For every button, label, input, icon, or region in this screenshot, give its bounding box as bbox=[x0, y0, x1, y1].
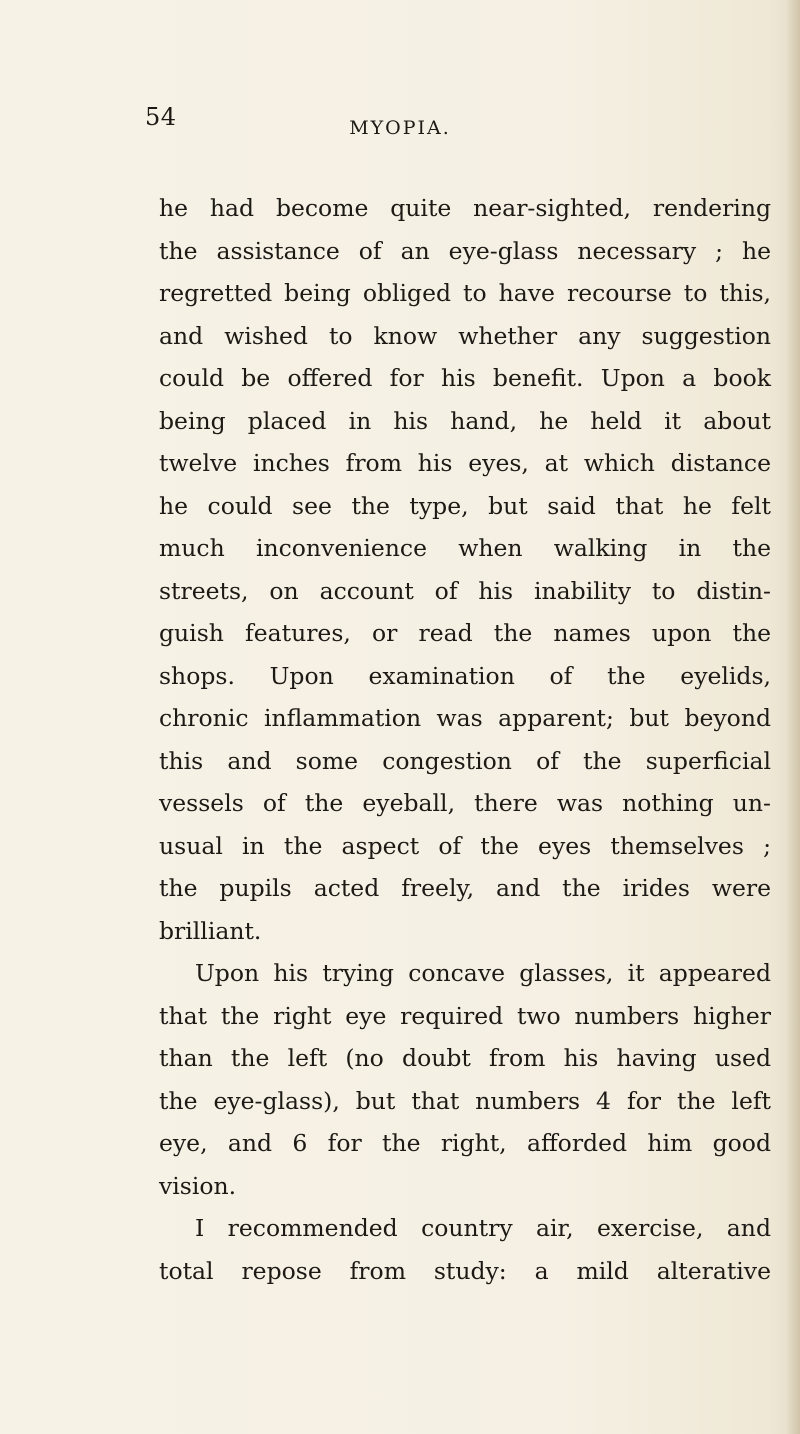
running-title: MYOPIA. bbox=[349, 117, 451, 139]
text-line: twelve inches from his eyes, at which distance bbox=[159, 449, 771, 477]
text-line: guish features, or read the names upon the bbox=[159, 619, 771, 647]
text-line: this and some congestion of the superficial bbox=[159, 746, 771, 775]
text-line: usual in the aspect of the eyes themselves ; bbox=[159, 831, 771, 860]
text-line: that the right eye required two numbers higher bbox=[159, 1001, 771, 1030]
text-line: the eye-glass), but that numbers 4 for the left bbox=[159, 1086, 771, 1115]
text-line: the pupils acted freely, and the irides were bbox=[159, 874, 771, 902]
text-line: he could see the type, but said that he felt bbox=[159, 491, 771, 520]
text-line: brilliant. bbox=[159, 916, 262, 945]
text-line: he had become quite near-sighted, rendering bbox=[159, 194, 771, 222]
text-line: total repose from study: a mild alterative bbox=[159, 1256, 771, 1285]
text-line: being placed in his hand, he held it about bbox=[159, 406, 771, 435]
text-line: the assistance of an eye-glass necessary ; he bbox=[159, 236, 771, 265]
text-line: vision. bbox=[159, 1171, 237, 1200]
body-text bbox=[159, 187, 771, 1292]
paragraph-start-line: I recommended country air, exercise, and bbox=[195, 1214, 771, 1242]
text-line: could be offered for his benefit. Upon a book bbox=[159, 364, 771, 392]
text-line: regretted being obliged to have recourse to this, bbox=[159, 279, 771, 307]
text-line: shops. Upon examination of the eyelids, bbox=[159, 661, 771, 690]
page-edge-shadow bbox=[786, 0, 800, 1434]
page-number: 54 bbox=[145, 103, 177, 131]
text-line: and wished to know whether any suggestion bbox=[159, 321, 771, 350]
text-line: much inconvenience when walking in the bbox=[159, 534, 771, 562]
text-line: vessels of the eyeball, there was nothing un- bbox=[159, 789, 771, 817]
text-line: than the left (no doubt from his having used bbox=[159, 1044, 771, 1072]
text-line: eye, and 6 for the right, afforded him good bbox=[159, 1129, 771, 1157]
paragraph-start-line: Upon his trying concave glasses, it appeared bbox=[195, 959, 771, 987]
text-line: chronic inflammation was apparent; but beyond bbox=[159, 704, 771, 732]
running-head bbox=[0, 103, 800, 143]
text-line: streets, on account of his inability to distin- bbox=[159, 576, 771, 605]
